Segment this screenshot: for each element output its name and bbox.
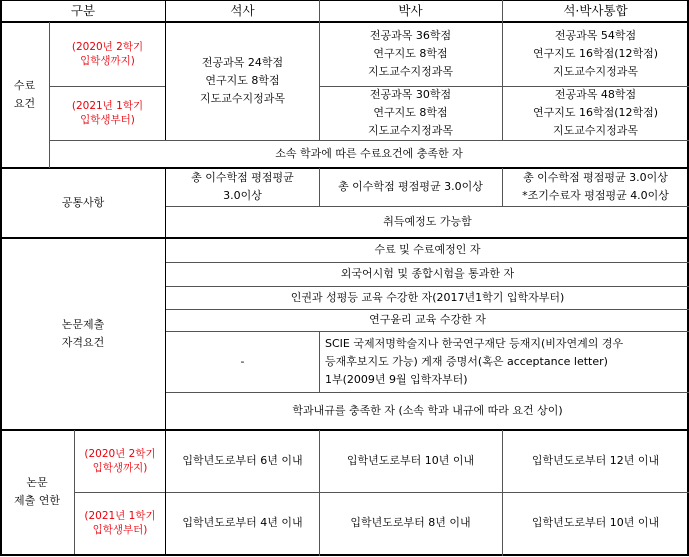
header-masters: 석사 (230, 3, 255, 18)
common-expected-graduation: 취득예정도 가능함 (383, 215, 472, 228)
line-col-category-right-2 (165, 168, 166, 556)
line-thesis-5 (166, 392, 689, 393)
deadline-integrated-before: 입학년도로부터 12년 이내 (531, 454, 660, 467)
line-deadline-split (74, 492, 689, 493)
completion-from-2021-label: (2021년 1학기 입학생부터) (71, 100, 144, 126)
thesis-req-publication: SCIE 국제저명학술지나 한국연구재단 등재지(비자연계의 경우 등재후보지도 가능) 게재 증명서(혹은 acceptance letter) 1부(2009년 9월 입학자부터) (325, 336, 624, 386)
line-deadline-label-right (74, 430, 75, 554)
thesis-req-completion: 수료 및 수료예정인 자 (374, 243, 481, 256)
deadline-doctoral-before: 입학년도로부터 10년 이내 (346, 454, 475, 467)
deadline-masters-after: 입학년도로부터 4년 이내 (182, 516, 303, 529)
common-doctoral: 총 이수학점 평점평균 3.0이상 (338, 180, 483, 193)
line-completion-split-red (49, 86, 166, 87)
thesis-req-dept-rules: 학과내규를 충족한 자 (소속 학과 내규에 따라 요건 상이) (292, 404, 563, 417)
line-common-bottom (0, 237, 689, 239)
line-col-masters-right-2 (319, 168, 320, 206)
deadline-doctoral-after: 입학년도로부터 8년 이내 (350, 516, 471, 529)
thesis-req-human-rights: 인권과 성평등 교육 수강한 자(2017년1학기 입학자부터) (290, 290, 565, 304)
completion-label: 수료 요건 (13, 79, 36, 110)
border-top (0, 0, 689, 1)
common-integrated: 총 이수학점 평점평균 3.0이상 *조기수료자 평점평균 4.0이상 (522, 171, 669, 202)
line-thesis-bottom (0, 429, 689, 431)
common-masters: 총 이수학점 평점평균 3.0이상 (191, 171, 294, 202)
line-col-masters-right-4 (319, 430, 320, 556)
border-bottom (0, 554, 689, 556)
line-col-masters-right-1 (319, 0, 320, 140)
completion-doctoral-after: 전공과목 30학점 연구지도 8학점 지도교수지정과목 (367, 88, 453, 137)
deadline-integrated-after: 입학년도로부터 10년 이내 (531, 516, 660, 529)
thesis-qualification-label: 논문제출 자격요건 (61, 318, 105, 349)
line-completion-bottom (0, 167, 689, 169)
line-thesis-3 (166, 309, 689, 310)
border-left (0, 0, 2, 556)
line-thesis-1 (166, 262, 689, 263)
thesis-req-ethics: 연구윤리 교육 수강한 자 (369, 313, 486, 326)
thesis-req-exams: 외국어시험 및 종합시험을 통과한 자 (340, 267, 515, 280)
line-col-masters-right-3 (319, 331, 320, 392)
line-col-category-right (165, 0, 166, 140)
thesis-masters-dash: - (240, 354, 245, 368)
completion-doctoral-before: 전공과목 36학점 연구지도 8학점 지도교수지정과목 (367, 29, 453, 78)
line-col-doctoral-right-2 (502, 168, 503, 206)
completion-dept-requirement: 소속 학과에 따른 수료요건에 충족한 자 (275, 147, 463, 160)
completion-integrated-before: 전공과목 54학점 연구지도 16학점(12학점) 지도교수지정과목 (532, 29, 659, 78)
completion-before-2020-label: (2020년 2학기 입학생까지) (71, 41, 144, 67)
deadline-label: 논문 제출 연한 (13, 476, 60, 507)
line-col-doctoral-right-1 (502, 0, 503, 140)
deadline-masters-before: 입학년도로부터 6년 이내 (182, 454, 303, 467)
line-col-doctoral-right-3 (502, 430, 503, 556)
line-common-split (166, 206, 689, 207)
line-completion-split-doctoral (319, 86, 689, 87)
header-category: 구분 (70, 3, 96, 18)
line-thesis-4 (166, 331, 689, 332)
deadline-from-2021-label: (2021년 1학기 입학생부터) (84, 510, 156, 536)
header-doctoral: 박사 (398, 3, 423, 18)
line-header-bottom (0, 21, 689, 23)
deadline-before-2020-label: (2020년 2학기 입학생까지) (84, 448, 156, 474)
completion-masters: 전공과목 24학점 연구지도 8학점 지도교수지정과목 (199, 56, 285, 105)
line-thesis-2 (166, 286, 689, 287)
completion-integrated-after: 전공과목 48학점 연구지도 16학점(12학점) 지도교수지정과목 (532, 88, 659, 137)
header-integrated: 석·박사통합 (563, 3, 628, 18)
line-completion-dept-top (49, 140, 689, 141)
line-completion-label-right (49, 22, 50, 168)
common-label: 공통사항 (61, 196, 105, 209)
